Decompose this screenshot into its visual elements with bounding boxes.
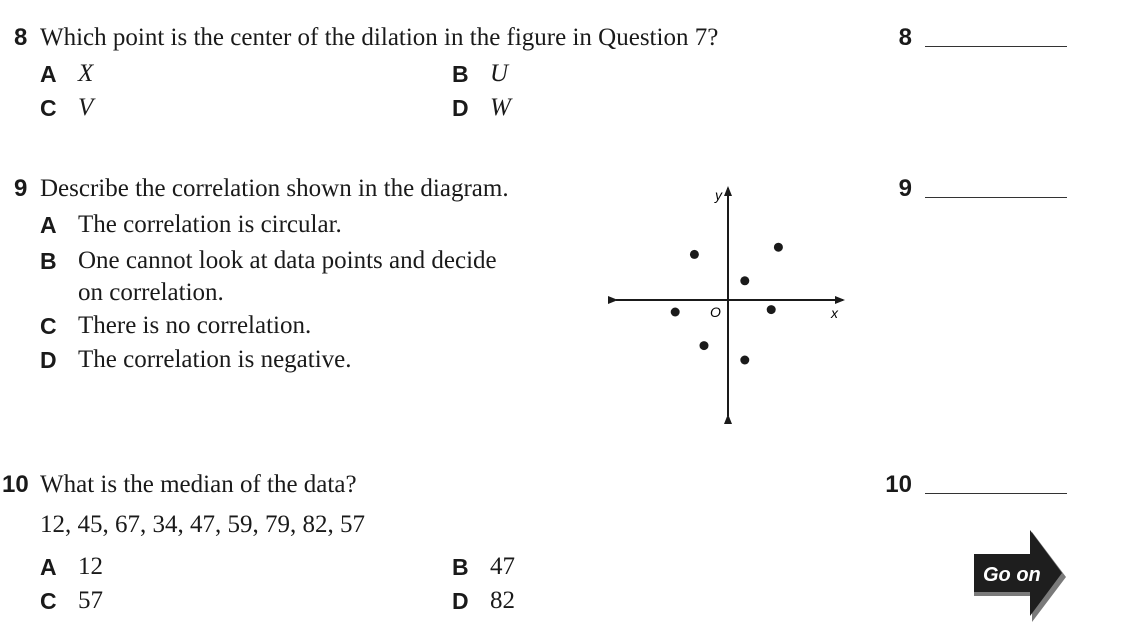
option-text: U [490,60,509,87]
question-number: 10 [2,471,29,498]
question-text: Which point is the center of the dilation in the figure in Question 7? [40,24,719,51]
answer-blank[interactable] [925,46,1067,47]
data-point-7 [740,356,749,365]
option-text: The correlation is circular. [78,211,342,238]
option-letter: B [40,248,57,274]
option-letter: B [452,554,469,580]
option-letter: A [40,554,57,580]
question-number: 8 [14,24,28,51]
option-text: 57 [78,587,103,614]
option-letter: B [452,61,469,87]
option-text: W [490,94,511,121]
scatter-diagram [600,180,860,425]
question-text: What is the median of the data? [40,471,357,498]
option-text: X [78,60,94,87]
option-letter: C [40,95,57,121]
go-on-label: Go on [983,564,1041,586]
answer-blank[interactable] [925,197,1067,198]
answer-number: 8 [898,24,912,51]
option-text: V [78,94,94,121]
data-point-1 [690,250,699,259]
option-letter: C [40,588,57,614]
data-point-4 [671,308,680,317]
option-text: 82 [490,587,515,614]
option-letter: D [452,95,469,121]
answer-blank[interactable] [925,493,1067,494]
data-point-3 [740,276,749,285]
answer-number: 10 [885,471,912,498]
origin-label: O [710,304,721,320]
option-letter: A [40,61,57,87]
data-list: 12, 45, 67, 34, 47, 59, 79, 82, 57 [40,511,365,538]
option-letter: C [40,313,57,339]
question-text: Describe the correlation shown in the diagram. [40,175,509,202]
option-text-continued: on correlation. [78,279,224,306]
option-letter: D [40,347,57,373]
option-text: There is no correlation. [78,312,312,339]
y-axis-label: y [715,187,722,203]
option-text: The correlation is negative. [78,346,352,373]
option-text: One cannot look at data points and decide [78,247,497,274]
data-point-5 [767,305,776,314]
option-letter: D [452,588,469,614]
question-number: 9 [14,175,28,202]
option-letter: A [40,212,57,238]
option-text: 12 [78,553,103,580]
answer-number: 9 [898,175,912,202]
go-on-button[interactable] [970,528,1074,626]
data-point-6 [700,341,709,350]
scatter-points [671,243,783,365]
x-axis-label: x [831,305,838,321]
option-text: 47 [490,553,515,580]
data-point-2 [774,243,783,252]
